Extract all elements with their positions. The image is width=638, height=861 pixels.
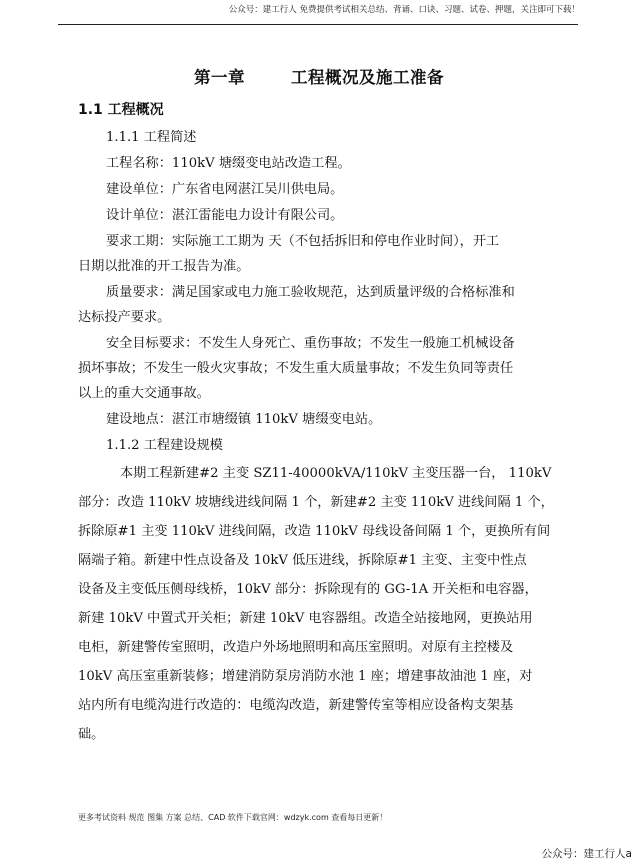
scale-line-8: 站内所有电缆沟进行改造的：电缆沟改造，新建警传室等相应设备构支架基 bbox=[78, 698, 514, 713]
schedule-line-1: 要求工期：实际施工工期为 天（不包括拆旧和停电作业时间），开工 bbox=[106, 234, 500, 249]
safety-line-2: 损坏事故；不发生一般火灾事故；不发生重大质量事故；不发生负同等责任 bbox=[78, 361, 514, 376]
scale-line-0: 本期工程新建#2 主变 SZ11-40000kVA/110kV 主变压器一台， 110kV bbox=[120, 466, 552, 481]
subsection-scale: 1.1.2 工程建设规模 bbox=[106, 438, 223, 453]
footer-note: 更多考试资料 规范 图集 方案 总结、CAD 软件下载官网：wdzyk.com 查看每日更新！ bbox=[78, 813, 388, 822]
project-name: 工程名称：110kV 塘缀变电站改造工程。 bbox=[106, 156, 351, 171]
builder-unit: 建设单位：广东省电网湛江吴川供电局。 bbox=[106, 182, 344, 197]
scale-line-9: 础。 bbox=[78, 727, 105, 742]
chapter-title bbox=[0, 64, 638, 88]
header-note: 公众号：建工行人 免费提供考试相关总结、背诵、口诀、习题、试卷、押题，关注即可下载！ bbox=[228, 5, 580, 15]
schedule-line-2: 日期以批准的开工报告为准。 bbox=[78, 259, 250, 274]
watermark: 公众号：建工行人a bbox=[541, 848, 632, 860]
scale-line-6: 电柜，新建警传室照明，改造户外场地照明和高压室照明。对原有主控楼及 bbox=[78, 640, 514, 655]
scale-line-2: 拆除原#1 主变 110kV 进线间隔，改造 110kV 母线设备间隔 1 个，更换所有间 bbox=[78, 524, 551, 539]
safety-line-1: 安全目标要求：不发生人身死亡、重伤事故；不发生一般施工机械设备 bbox=[106, 336, 515, 351]
header-rule bbox=[58, 24, 578, 25]
quality-line-1: 质量要求：满足国家或电力施工验收规范，达到质量评级的合格标准和 bbox=[106, 285, 515, 300]
design-unit: 设计单位：湛江雷能电力设计有限公司。 bbox=[106, 208, 344, 223]
scale-line-5: 新建 10kV 中置式开关柜；新建 10kV 电容器组。改造全站接地网，更换站用 bbox=[78, 611, 533, 626]
safety-line-3: 以上的重大交通事故。 bbox=[78, 386, 210, 401]
scale-line-1: 部分：改造 110kV 坡塘线进线间隔 1 个，新建#2 主变 110kV 进线间隔 1 个， bbox=[78, 495, 554, 510]
scale-line-4: 设备及主变低压侧母线桥，10kV 部分：拆除现有的 GG-1A 开关柜和电容器， bbox=[78, 582, 538, 597]
chapter-number: 第一章 bbox=[194, 68, 245, 87]
build-location: 建设地点：湛江市塘缀镇 110kV 塘缀变电站。 bbox=[106, 412, 382, 427]
subsection-overview: 1.1.1 工程简述 bbox=[106, 130, 197, 145]
scale-line-7: 10kV 高压室重新装修；增建消防泵房消防水池 1 座；增建事故油池 1 座，对 bbox=[78, 669, 533, 684]
scale-line-3: 隔端子箱。新建中性点设备及 10kV 低压进线，拆除原#1 主变、主变中性点 bbox=[78, 553, 527, 568]
chapter-name: 工程概况及施工准备 bbox=[291, 68, 444, 87]
section-heading: 1.1 工程概况 bbox=[78, 102, 164, 118]
quality-line-2: 达标投产要求。 bbox=[78, 310, 171, 325]
